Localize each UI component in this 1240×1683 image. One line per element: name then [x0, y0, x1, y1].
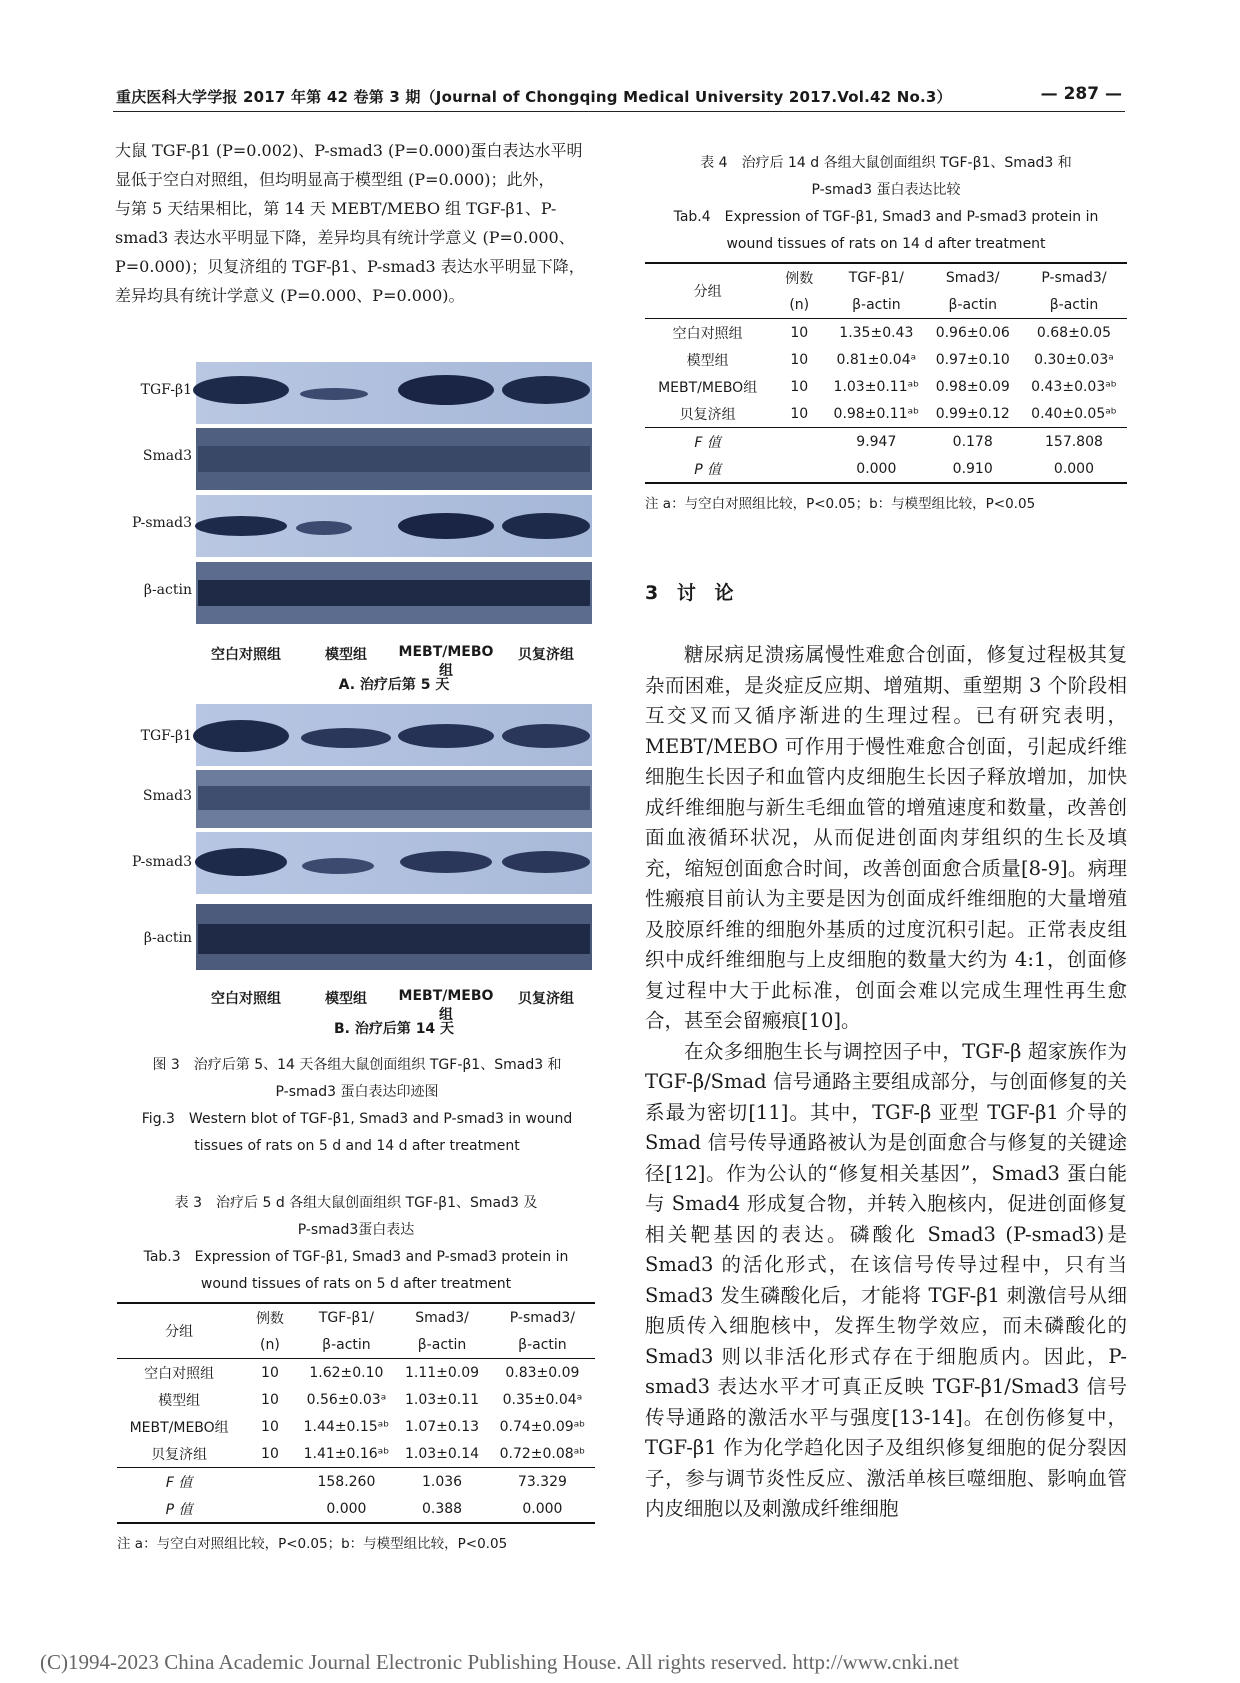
cell: 0.388 — [394, 1495, 490, 1523]
cell — [241, 1495, 298, 1523]
figure-caption — [112, 1052, 602, 1160]
title-line: 表 3 治疗后 5 d 各组大鼠创面组织 TGF-β1、Smad3 及 — [174, 1195, 538, 1211]
col-header: 分组 — [645, 263, 770, 319]
blot-band — [300, 388, 368, 400]
figure-panel-b — [112, 700, 592, 1037]
text-line: P=0.000)；贝复济组的 TGF-β1、P-smad3 表达水平明显下降， — [115, 257, 585, 276]
blot-band — [398, 375, 494, 405]
table-row — [645, 346, 1127, 373]
col-header: β-actin — [1021, 291, 1127, 319]
cell: 0.000 — [1021, 455, 1127, 483]
blot-band — [502, 376, 590, 404]
blot-band — [398, 724, 494, 748]
cell: 1.036 — [394, 1468, 490, 1496]
blot-band — [193, 376, 289, 404]
cell: 1.03±0.14 — [404, 1445, 480, 1462]
blot-band — [398, 513, 494, 539]
title-line: wound tissues of rats on 14 d after treatment — [726, 236, 1046, 252]
panel-caption: B. 治疗后第 14 天 — [333, 1021, 455, 1037]
table-row — [117, 1468, 595, 1496]
text-line: smad3 表达水平明显下降，差异均具有统计学意义 (P=0.000、 — [115, 228, 575, 247]
col-header: Smad3/ — [925, 263, 1021, 291]
caption-line: 图 3 治疗后第 5、14 天各组大鼠创面组织 TGF-β1、Smad3 和 — [152, 1057, 562, 1073]
cell: 1.11±0.09 — [404, 1364, 480, 1381]
caption-line: P-smad3 蛋白表达印迹图 — [275, 1084, 439, 1100]
cell: 0.83±0.09 — [505, 1364, 580, 1381]
table-row — [645, 319, 1127, 347]
blot-band — [198, 786, 590, 810]
cell: MEBT/MEBO组 — [658, 379, 758, 396]
lane-label: 模型组 — [325, 647, 367, 663]
cell: 0.99±0.12 — [935, 405, 1010, 422]
panel-caption: A. 治疗后第 5 天 — [338, 677, 450, 693]
blot-band — [198, 924, 590, 954]
col-header: β-actin — [299, 1331, 395, 1359]
figure-panel-a — [112, 358, 592, 693]
cell: 0.910 — [925, 455, 1021, 483]
blot-band — [296, 521, 352, 535]
cell: 0.98±0.09 — [935, 378, 1010, 395]
table-4 — [645, 150, 1127, 512]
table-note: 注 a：与空白对照组比较，P<0.05；b：与模型组比较，P<0.05 — [117, 1536, 508, 1552]
title-line: P-smad3蛋白表达 — [297, 1222, 415, 1238]
blot-row-label: Smad3 — [142, 448, 192, 464]
blot-band — [502, 513, 590, 539]
blot-band — [195, 848, 287, 876]
cell: 0.72±0.08ᵃᵇ — [499, 1445, 586, 1462]
blot-row-label: Smad3 — [142, 788, 192, 804]
discussion-text — [645, 640, 1127, 1525]
col-header: 例数 — [770, 263, 828, 291]
table-row — [117, 1495, 595, 1523]
blot-row-label: TGF-β1 — [140, 728, 192, 744]
cell: 10 — [261, 1391, 279, 1408]
col-header: TGF-β1/ — [828, 263, 924, 291]
table-note: 注 a：与空白对照组比较，P<0.05；b：与模型组比较，P<0.05 — [645, 496, 1036, 512]
cell — [241, 1468, 298, 1496]
blot-band — [193, 720, 289, 752]
col-header: β-actin — [925, 291, 1021, 319]
cell: 73.329 — [490, 1468, 595, 1496]
cell: 1.41±0.16ᵃᵇ — [303, 1445, 390, 1462]
col-header: (n) — [770, 291, 828, 319]
cell: MEBT/MEBO组 — [129, 1419, 229, 1436]
cell: P 值 — [117, 1495, 241, 1523]
cell: 0.81±0.04ᵃ — [836, 351, 917, 368]
cell: 模型组 — [158, 1392, 201, 1409]
text-line: 差异均具有统计学意义 (P=0.000、P=0.000)。 — [115, 286, 465, 305]
blot-row-label: β-actin — [143, 582, 192, 598]
blot-row-label: P-smad3 — [131, 515, 192, 531]
cell: 0.000 — [490, 1495, 595, 1523]
caption-line: tissues of rats on 5 d and 14 d after treatment — [194, 1138, 520, 1154]
cell: 0.178 — [925, 428, 1021, 456]
cell: 1.03±0.11 — [404, 1391, 480, 1408]
col-header: TGF-β1/ — [299, 1303, 395, 1331]
page-number: — 287 — — [1040, 84, 1122, 104]
left-paragraph — [115, 136, 595, 310]
cell: 0.30±0.03ᵃ — [1034, 351, 1114, 368]
cell: 10 — [261, 1418, 279, 1435]
title-line: wound tissues of rats on 5 d after treatment — [200, 1276, 512, 1292]
blot-row-label: TGF-β1 — [140, 382, 192, 398]
data-table — [117, 1302, 595, 1524]
section-heading: 3 讨 论 — [645, 582, 740, 604]
table-title — [645, 150, 1127, 258]
cell: F 值 — [645, 428, 770, 456]
cell: 空白对照组 — [144, 1365, 215, 1382]
table-row — [645, 373, 1127, 400]
text-line: 与第 5 天结果相比，第 14 天 MEBT/MEBO 组 TGF-β1、P- — [115, 199, 557, 218]
cell: 1.35±0.43 — [839, 324, 914, 341]
cell: 0.56±0.03ᵃ — [306, 1391, 387, 1408]
paragraph: 在众多细胞生长与调控因子中，TGF-β 超家族作为 TGF-β/Smad 信号通路主要组成部分，与创面修复的关系最为密切[11]。其中，TGF-β 亚型 TGF-β1 介导的 Smad 信号传导通路被认为是创面愈合与修复的关键途径[12]。作为公认的“修复相关基因”，Smad3 蛋白能与 Smad4 形成复合物，并转入胞核内，促进创面修复相关靶基因的表达。磷酸化 Smad3 (P-smad3)是 Smad3 的活化形式，在该信号传导过程中，只有当 Smad3 发生磷酸化后，才能将 TGF-β1 刺激信号从细胞质传入细胞核中，发挥生物学效应，而未磷酸化的 Smad3 则以非活化形式存在于细胞质内。因此，P-smad3 表达水平才可真正反映 TGF-β1/Smad3 信号传导通路的激活水平与强度[13-14]。在创伤修复中，TGF-β1 作为化学趋化因子及组织修复细胞的促分裂因子，参与调节炎性反应、激活单核巨噬细胞、影响血管内皮细胞以及刺激成纤维细胞 — [645, 1039, 1127, 1520]
lane-label: 空白对照组 — [211, 991, 281, 1007]
footer-copyright: (C)1994-2023 China Academic Journal Electronic Publishing House. All rights reserved. http://www.cnki.net — [40, 1650, 959, 1674]
title-line: P-smad3 蛋白表达比较 — [811, 182, 961, 198]
blot-band — [198, 580, 590, 606]
lane-label: 贝复济组 — [518, 647, 574, 663]
cell: 0.43±0.03ᵃᵇ — [1031, 378, 1117, 395]
blot-band — [195, 516, 287, 536]
cell: 0.68±0.05 — [1036, 324, 1111, 341]
cell: 0.98±0.11ᵃᵇ — [833, 405, 920, 422]
table-title — [117, 1190, 595, 1298]
cell — [770, 455, 828, 483]
cell: 10 — [261, 1364, 279, 1381]
blot-row-label: β-actin — [143, 930, 192, 946]
table-row — [117, 1413, 595, 1440]
lane-label: MEBT/MEBO 组 — [398, 644, 494, 679]
title-line: Tab.3 Expression of TGF-β1, Smad3 and P-smad3 protein in — [143, 1249, 569, 1265]
cell: 1.07±0.13 — [404, 1418, 480, 1435]
blot-band — [502, 851, 590, 873]
title-line: Tab.4 Expression of TGF-β1, Smad3 and P-smad3 protein in — [673, 209, 1099, 225]
blot-band — [502, 724, 590, 748]
blot-row-label: P-smad3 — [131, 854, 192, 870]
cell: 1.44±0.15ᵃᵇ — [303, 1418, 390, 1435]
blot-band — [301, 728, 391, 748]
cell: 0.35±0.04ᵃ — [502, 1391, 583, 1408]
cell: 1.03±0.11ᵃᵇ — [833, 378, 920, 395]
lane-label: 模型组 — [325, 991, 367, 1007]
cell: 9.947 — [828, 428, 924, 456]
cell: 10 — [790, 378, 809, 395]
cell: 0.97±0.10 — [935, 351, 1010, 368]
cell: 10 — [790, 324, 809, 341]
cell: 贝复济组 — [679, 406, 736, 423]
table-row — [117, 1359, 595, 1387]
cell: 1.62±0.10 — [309, 1364, 384, 1381]
cell: 空白对照组 — [672, 325, 743, 342]
text-line: 大鼠 TGF-β1 (P=0.002)、P-smad3 (P=0.000)蛋白表达水平明 — [115, 141, 583, 160]
cell: 10 — [261, 1445, 279, 1462]
col-header: β-actin — [490, 1331, 595, 1359]
lane-label: 贝复济组 — [518, 991, 574, 1007]
lane-label: MEBT/MEBO组 — [398, 988, 494, 1023]
table-row — [645, 428, 1127, 456]
col-header: β-actin — [394, 1331, 490, 1359]
table-3 — [117, 1190, 595, 1552]
col-header: 分组 — [117, 1303, 241, 1359]
col-header: Smad3/ — [394, 1303, 490, 1331]
cell: 0.96±0.06 — [935, 324, 1010, 341]
cell: 贝复济组 — [151, 1446, 208, 1463]
table-row — [645, 455, 1127, 483]
col-header: 例数 — [241, 1303, 298, 1331]
title-line: 表 4 治疗后 14 d 各组大鼠创面组织 TGF-β1、Smad3 和 — [700, 155, 1072, 171]
table-row — [117, 1386, 595, 1413]
cell: 0.000 — [299, 1495, 395, 1523]
table-row — [117, 1440, 595, 1468]
cell: 10 — [790, 351, 809, 368]
cell: 0.74±0.09ᵃᵇ — [499, 1418, 586, 1435]
cell: 10 — [790, 405, 809, 422]
cell: F 值 — [117, 1468, 241, 1496]
data-table — [645, 262, 1127, 484]
paragraph: 糖尿病足溃疡属慢性难愈合创面，修复过程极其复杂而困难，是炎症反应期、增殖期、重塑期 3 个阶段相互交叉而又循序渐进的生理过程。已有研究表明，MEBT/MEBO 可作用于慢性难愈合创面，引起成纤维细胞生长因子和血管内皮细胞生长因子释放增加，加快成纤维细胞与新生毛细血管的增殖速度和数量，改善创面血液循环状况，从而促进创面肉芽组织的生长及填充，缩短创面愈合时间，改善创面愈合质量[8-9]。病理性瘢痕目前认为主要是因为创面成纤维细胞的大量增殖及胶原纤维的细胞外基质的过度沉积引起。正常表皮组织中成纤维细胞与上皮细胞的数量大约为 4:1，创面修复过程中大于此标准，创面会难以完成生理性再生愈合，甚至会留瘢痕[10]。 — [645, 643, 1127, 1032]
cell: 157.808 — [1021, 428, 1127, 456]
blot-band — [198, 446, 590, 472]
col-header: (n) — [241, 1331, 298, 1359]
running-head: 重庆医科大学学报 2017 年第 42 卷第 3 期（Journal of Chongqing Medical University 2017.Vol.42 No.3） — [116, 88, 952, 106]
table-row — [645, 400, 1127, 428]
col-header: P-smad3/ — [490, 1303, 595, 1331]
text-line: 显低于空白对照组，但均明显高于模型组 (P=0.000)；此外， — [115, 170, 555, 189]
cell: 0.40±0.05ᵃᵇ — [1031, 405, 1117, 422]
col-header: P-smad3/ — [1021, 263, 1127, 291]
caption-line: Fig.3 Western blot of TGF-β1, Smad3 and P-smad3 in wound — [141, 1111, 573, 1127]
blot-band — [302, 858, 374, 874]
cell — [770, 428, 828, 456]
cell: P 值 — [645, 455, 770, 483]
blot-band — [400, 851, 492, 873]
header-rule — [113, 111, 1125, 112]
col-header: β-actin — [828, 291, 924, 319]
cell: 0.000 — [828, 455, 924, 483]
cell: 158.260 — [299, 1468, 395, 1496]
cell: 模型组 — [686, 352, 729, 369]
lane-label: 空白对照组 — [211, 647, 281, 663]
